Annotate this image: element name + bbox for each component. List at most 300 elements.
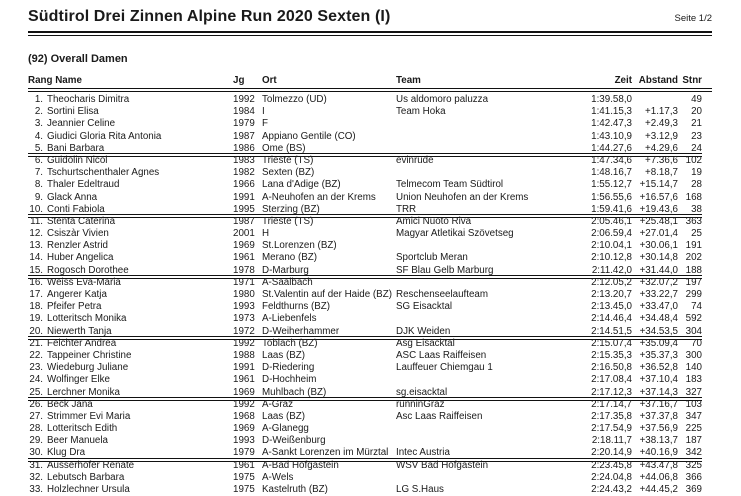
- name-cell: Ausserhofer Renate: [47, 459, 135, 471]
- ort-cell: D-Hochheim: [262, 374, 317, 386]
- name-cell: Csiszàr Vivien: [47, 228, 109, 240]
- table-row: [28, 94, 702, 106]
- team-cell: ASC Laas Raiffeisen: [396, 349, 487, 361]
- abstand-cell: +8.18,7: [645, 167, 678, 179]
- rank-cell: 10.: [29, 203, 43, 215]
- team-cell: [394, 374, 576, 386]
- stnr-cell: 38: [691, 203, 702, 215]
- abstand-cell: +37.37,8: [639, 410, 678, 422]
- rank-cell: 2.: [34, 106, 43, 118]
- ort-cell: Sterzing (BZ): [262, 203, 320, 215]
- team-cell: [394, 472, 576, 484]
- stnr-cell: 168: [685, 191, 702, 203]
- team-cell: runninGraz: [396, 398, 445, 410]
- jg-cell: 1961: [233, 252, 255, 264]
- jg-cell: 1961: [233, 374, 255, 386]
- rank-cell: 5.: [34, 142, 43, 154]
- stnr-cell: 183: [685, 374, 702, 386]
- name-cell: Beck Jana: [47, 398, 93, 410]
- name-cell: Niewerth Tanja: [47, 325, 112, 337]
- zeit-cell: 1:47.34,6: [591, 154, 632, 166]
- rank-cell: 8.: [34, 179, 43, 191]
- rank-cell: 32.: [29, 471, 43, 483]
- jg-cell: 1993: [233, 435, 255, 447]
- table-row: [28, 326, 702, 338]
- stnr-cell: 49: [691, 94, 702, 105]
- abstand-cell: +34.48,4: [639, 313, 678, 325]
- jg-cell: 1995: [233, 203, 255, 215]
- abstand-cell: +30.06,1: [639, 240, 678, 252]
- header-jg: Jg: [233, 75, 245, 86]
- name-cell: Rogosch Dorothee: [47, 264, 129, 276]
- abstand-cell: +19.43,6: [639, 203, 678, 215]
- abstand-cell: +37.10,4: [639, 374, 678, 386]
- jg-cell: 1961: [233, 459, 255, 471]
- team-cell: Asc Laas Raiffeisen: [396, 410, 483, 422]
- stnr-cell: 102: [685, 154, 702, 166]
- zeit-cell: 2:17.54,9: [591, 423, 632, 435]
- jg-cell: 1983: [233, 154, 255, 166]
- rank-cell: 13.: [29, 240, 43, 252]
- page-title: Südtirol Drei Zinnen Alpine Run 2020 Sexten (I): [28, 8, 391, 25]
- table-row: [28, 143, 702, 155]
- table-row: [28, 289, 702, 301]
- jg-cell: 1968: [233, 410, 255, 422]
- zeit-cell: 2:10.04,1: [591, 240, 632, 252]
- abstand-cell: +37.14,3: [639, 386, 678, 398]
- jg-cell: 1987: [233, 130, 255, 142]
- team-cell: sg.eisacktal: [396, 386, 448, 398]
- ort-cell: St.Valentin auf der Haide (BZ): [262, 289, 392, 300]
- stnr-cell: 24: [691, 142, 702, 154]
- rank-cell: 20.: [29, 325, 43, 337]
- abstand-cell: +3.12,9: [645, 130, 678, 142]
- jg-cell: 1993: [233, 301, 255, 313]
- stnr-cell: 347: [685, 410, 702, 422]
- jg-cell: 1969: [233, 423, 255, 435]
- rank-cell: 24.: [29, 374, 43, 386]
- team-cell: Telmecom Team Südtirol: [396, 179, 504, 191]
- abstand-cell: [632, 94, 678, 106]
- jg-cell: 1980: [233, 289, 255, 300]
- jg-cell: 1966: [233, 179, 255, 191]
- team-cell: Asg Eisacktal: [396, 337, 455, 349]
- name-cell: Strimmer Evi Maria: [47, 410, 131, 422]
- abstand-cell: +2.49,3: [645, 118, 678, 130]
- table-row: [28, 399, 702, 411]
- name-cell: Pfeifer Petra: [47, 301, 102, 313]
- ort-cell: Tolmezzo (UD): [262, 94, 327, 105]
- rank-cell: 27.: [29, 410, 43, 422]
- ort-cell: Lana d'Adige (BZ): [262, 179, 341, 191]
- rank-cell: 18.: [29, 301, 43, 313]
- name-cell: Beer Manuela: [47, 435, 108, 447]
- table-row: [28, 338, 702, 350]
- page-indicator: Seite 1/2: [674, 13, 712, 24]
- zeit-cell: 1:43.10,9: [591, 130, 632, 142]
- zeit-cell: 2:14.51,5: [591, 325, 632, 337]
- team-cell: [394, 423, 576, 435]
- ort-cell: A-Liebenfels: [262, 313, 317, 325]
- stnr-cell: 103: [685, 398, 702, 410]
- abstand-cell: +7.36,6: [645, 154, 678, 166]
- team-cell: TRR: [396, 203, 417, 215]
- zeit-cell: 2:20.14,9: [591, 447, 632, 459]
- result-group: [28, 399, 702, 460]
- abstand-cell: +15.14,7: [639, 179, 678, 191]
- header-divider: [28, 88, 712, 92]
- stnr-cell: 366: [685, 471, 702, 483]
- ort-cell: Trieste (TS): [262, 215, 314, 227]
- team-cell: Union Neuhofen an der Krems: [396, 191, 529, 203]
- stnr-cell: 25: [691, 228, 702, 240]
- abstand-cell: +32.07,2: [639, 276, 678, 288]
- abstand-cell: +44.06,8: [639, 471, 678, 483]
- name-cell: Conti Fabiola: [47, 203, 105, 215]
- team-cell: [394, 118, 576, 130]
- name-cell: Lotteritsch Edith: [47, 423, 118, 435]
- ort-cell: H: [262, 228, 270, 240]
- abstand-cell: +35.09,4: [639, 337, 678, 349]
- zeit-cell: 2:23.45,8: [591, 459, 632, 471]
- jg-cell: 1992: [233, 398, 255, 410]
- team-cell: Sportclub Meran: [396, 252, 468, 264]
- name-cell: Holzlechner Ursula: [47, 484, 130, 495]
- jg-cell: 1992: [233, 337, 255, 349]
- stnr-cell: 299: [685, 289, 702, 300]
- jg-cell: 1986: [233, 142, 255, 154]
- jg-cell: 1992: [233, 94, 255, 105]
- jg-cell: 1975: [233, 471, 255, 483]
- name-cell: Bani Barbara: [47, 142, 105, 154]
- rank-cell: 17.: [29, 289, 43, 300]
- rank-cell: 25.: [29, 386, 43, 398]
- stnr-cell: 300: [685, 349, 702, 361]
- ort-cell: St.Lorenzen (BZ): [262, 240, 337, 252]
- abstand-cell: +37.56,9: [639, 423, 678, 435]
- table-row: [28, 447, 702, 459]
- page-header: [28, 8, 712, 26]
- name-cell: Klug Dra: [47, 447, 86, 459]
- ort-cell: Sexten (BZ): [262, 167, 315, 179]
- abstand-cell: +33.22,7: [639, 289, 678, 300]
- jg-cell: 1987: [233, 215, 255, 227]
- rank-cell: 22.: [29, 349, 43, 361]
- zeit-cell: 1:41.15,3: [591, 106, 632, 118]
- zeit-cell: 1:39.58,0: [591, 94, 632, 105]
- zeit-cell: 2:10.12,8: [591, 252, 632, 264]
- result-group: [28, 277, 702, 338]
- team-cell: Intec Austria: [396, 447, 450, 459]
- table-row: [28, 216, 702, 228]
- stnr-cell: 187: [685, 435, 702, 447]
- team-cell: Amici Nuoto Riva: [396, 215, 472, 227]
- result-group: [28, 94, 702, 155]
- abstand-cell: +25.48,1: [639, 215, 678, 227]
- header-abstand: Abstand: [638, 75, 678, 86]
- name-cell: Huber Angelica: [47, 252, 114, 264]
- zeit-cell: 2:14.46,4: [591, 313, 632, 325]
- rank-cell: 14.: [29, 252, 43, 264]
- table-row: [28, 131, 702, 143]
- stnr-cell: 23: [691, 130, 702, 142]
- jg-cell: 1969: [233, 386, 255, 398]
- ort-cell: F: [262, 118, 268, 130]
- zeit-cell: 2:13.45,0: [591, 301, 632, 313]
- ort-cell: Toblach (BZ): [262, 337, 318, 349]
- abstand-cell: +30.14,8: [639, 252, 678, 264]
- zeit-cell: 1:42.47,3: [591, 118, 632, 130]
- ort-cell: D-Marburg: [262, 264, 309, 276]
- table-row: [28, 362, 702, 374]
- name-cell: Giudici Gloria Rita Antonia: [47, 130, 162, 142]
- abstand-cell: +36.52,8: [639, 362, 678, 374]
- stnr-cell: 188: [685, 264, 702, 276]
- ort-cell: Merano (BZ): [262, 252, 317, 264]
- stnr-cell: 20: [691, 106, 702, 118]
- team-cell: SF Blau Gelb Marburg: [396, 264, 494, 276]
- rank-cell: 12.: [29, 228, 43, 240]
- stnr-cell: 327: [685, 386, 702, 398]
- name-cell: Tappeiner Christine: [47, 349, 132, 361]
- team-cell: Team Hoka: [396, 106, 446, 118]
- abstand-cell: +37.16,7: [639, 398, 678, 410]
- jg-cell: 1979: [233, 118, 255, 130]
- name-cell: Glack Anna: [47, 191, 98, 203]
- ort-cell: Laas (BZ): [262, 410, 306, 422]
- name-cell: Thaler Edeltraud: [47, 179, 120, 191]
- abstand-cell: +31.44,0: [639, 264, 678, 276]
- jg-cell: 1971: [233, 276, 255, 288]
- jg-cell: 1982: [233, 167, 255, 179]
- ort-cell: Muhlbach (BZ): [262, 386, 327, 398]
- rank-cell: 16.: [29, 276, 43, 288]
- zeit-cell: 2:17.35,8: [591, 410, 632, 422]
- stnr-cell: 28: [691, 179, 702, 191]
- stnr-cell: 369: [685, 484, 702, 495]
- table-row: [28, 118, 702, 130]
- stnr-cell: 140: [685, 362, 702, 374]
- section-title: (92) Overall Damen: [28, 53, 128, 65]
- name-cell: Weiss Eva-Maria: [47, 276, 121, 288]
- abstand-cell: +44.45,2: [639, 484, 678, 495]
- jg-cell: 1972: [233, 325, 255, 337]
- table-row: [28, 387, 702, 399]
- team-cell: [394, 435, 576, 447]
- zeit-cell: 2:11.42,0: [591, 264, 632, 276]
- abstand-cell: +1.17,3: [645, 106, 678, 118]
- zeit-cell: 2:24.43,2: [591, 484, 632, 495]
- table-row: [28, 301, 702, 313]
- header-rang-name: Rang Name: [28, 75, 82, 86]
- zeit-cell: 2:12.05,2: [591, 276, 632, 288]
- stnr-cell: 225: [685, 423, 702, 435]
- abstand-cell: +38.13,7: [639, 435, 678, 447]
- table-row: [28, 106, 702, 118]
- zeit-cell: 2:24.04,8: [591, 471, 632, 483]
- zeit-cell: 2:05.46,1: [591, 215, 632, 227]
- ort-cell: A-Glanegg: [262, 423, 309, 435]
- zeit-cell: 2:15.35,3: [591, 349, 632, 361]
- jg-cell: 1978: [233, 264, 255, 276]
- abstand-cell: +16.57,6: [639, 191, 678, 203]
- header-ort: Ort: [262, 75, 277, 86]
- abstand-cell: +35.37,3: [639, 349, 678, 361]
- stnr-cell: 592: [685, 313, 702, 325]
- zeit-cell: 2:06.59,4: [591, 228, 632, 240]
- jg-cell: 1979: [233, 447, 255, 459]
- ort-cell: A-Neuhofen an der Krems: [262, 191, 376, 203]
- team-cell: SG Eisacktal: [396, 301, 453, 313]
- table-row: [28, 460, 702, 472]
- zeit-cell: 2:18.11,7: [591, 435, 632, 447]
- ort-cell: Feldthurns (BZ): [262, 301, 331, 313]
- zeit-cell: 1:59.41,6: [591, 203, 632, 215]
- jg-cell: 2001: [233, 228, 255, 240]
- stnr-cell: 21: [691, 118, 702, 130]
- table-row: [28, 228, 702, 240]
- results-table: [28, 94, 702, 496]
- table-header: [28, 75, 702, 87]
- team-cell: evinrude: [396, 154, 434, 166]
- rank-cell: 1.: [34, 94, 43, 105]
- ort-cell: Trieste (TS): [262, 154, 314, 166]
- rank-cell: 26.: [29, 398, 43, 410]
- table-row: [28, 472, 702, 484]
- table-row: [28, 192, 702, 204]
- name-cell: Sortini Elisa: [47, 106, 99, 118]
- abstand-cell: +4.29,6: [645, 142, 678, 154]
- ort-cell: A-Sankt Lorenzen im Mürztal: [262, 447, 389, 459]
- abstand-cell: +40.16,9: [639, 447, 678, 459]
- team-cell: DJK Weiden: [396, 325, 451, 337]
- rank-cell: 7.: [34, 167, 43, 179]
- name-cell: Tschurtschenthaler Agnes: [47, 167, 160, 179]
- zeit-cell: 1:55.12,7: [591, 179, 632, 191]
- rank-cell: 6.: [34, 154, 43, 166]
- name-cell: Lebutsch Barbara: [47, 471, 125, 483]
- name-cell: Wiedeburg Juliane: [47, 362, 129, 374]
- jg-cell: 1991: [233, 362, 255, 374]
- zeit-cell: 1:56.55,6: [591, 191, 632, 203]
- team-cell: [394, 131, 576, 143]
- name-cell: Wolfinger Elke: [47, 374, 110, 386]
- stnr-cell: 191: [685, 240, 702, 252]
- ort-cell: D-Riedering: [262, 362, 315, 374]
- table-row: [28, 411, 702, 423]
- ort-cell: Ome (BS): [262, 142, 306, 154]
- table-row: [28, 167, 702, 179]
- team-cell: LG S.Haus: [396, 484, 444, 495]
- stnr-cell: 74: [691, 301, 702, 313]
- ort-cell: A-Graz: [262, 398, 294, 410]
- table-row: [28, 277, 702, 289]
- table-row: [28, 204, 702, 216]
- stnr-cell: 19: [691, 167, 702, 179]
- abstand-cell: +33.47,0: [639, 301, 678, 313]
- ort-cell: A-Bad Hofgastein: [262, 459, 339, 471]
- ort-cell: A-Saalbach: [262, 276, 313, 288]
- stnr-cell: 202: [685, 252, 702, 264]
- zeit-cell: 2:17.08,4: [591, 374, 632, 386]
- name-cell: Lerchner Monika: [47, 386, 120, 398]
- jg-cell: 1973: [233, 313, 255, 325]
- name-cell: Renzler Astrid: [47, 240, 108, 252]
- rank-cell: 3.: [34, 118, 43, 130]
- team-cell: WSV Bad Hofgastein: [396, 459, 489, 471]
- stnr-cell: 70: [691, 337, 702, 349]
- ort-cell: D-Weiherhammer: [262, 325, 340, 337]
- table-row: [28, 350, 702, 362]
- jg-cell: 1988: [233, 349, 255, 361]
- rank-cell: 30.: [29, 447, 43, 459]
- ort-cell: D-Weißenburg: [262, 435, 326, 447]
- team-cell: [394, 313, 576, 325]
- ort-cell: A-Wels: [262, 471, 294, 483]
- rank-cell: 23.: [29, 362, 43, 374]
- team-cell: [394, 277, 576, 289]
- stnr-cell: 197: [685, 276, 702, 288]
- rank-cell: 21.: [29, 337, 43, 349]
- rank-cell: 31.: [29, 459, 43, 471]
- zeit-cell: 2:16.50,8: [591, 362, 632, 374]
- team-cell: Us aldomoro paluzza: [396, 94, 489, 105]
- rank-cell: 4.: [34, 130, 43, 142]
- ort-cell: Laas (BZ): [262, 349, 306, 361]
- zeit-cell: 1:44.27,6: [591, 142, 632, 154]
- table-row: [28, 374, 702, 386]
- zeit-cell: 2:15.07,4: [591, 337, 632, 349]
- team-cell: [394, 240, 576, 252]
- zeit-cell: 2:17.12,3: [591, 386, 632, 398]
- ort-cell: Kastelruth (BZ): [262, 484, 328, 495]
- table-row: [28, 155, 702, 167]
- stnr-cell: 304: [685, 325, 702, 337]
- rank-cell: 11.: [30, 215, 43, 227]
- jg-cell: 1975: [233, 484, 255, 495]
- rank-cell: 9.: [34, 191, 43, 203]
- table-row: [28, 252, 702, 264]
- rank-cell: 33.: [29, 484, 43, 495]
- team-cell: [394, 143, 576, 155]
- zeit-cell: 2:17.14,7: [591, 398, 632, 410]
- ort-cell: I: [262, 106, 265, 118]
- name-cell: Angerer Katja: [47, 289, 107, 300]
- table-row: [28, 435, 702, 447]
- title-divider: [28, 31, 712, 36]
- team-cell: Lauffeuer Chiemgau 1: [396, 362, 493, 374]
- ort-cell: Appiano Gentile (CO): [262, 130, 356, 142]
- table-row: [28, 240, 702, 252]
- name-cell: Lotteritsch Monika: [47, 313, 127, 325]
- name-cell: Jeannier Celine: [47, 118, 116, 130]
- header-team: Team: [396, 75, 421, 86]
- name-cell: Theocharis Dimitra: [47, 94, 130, 105]
- result-group: [28, 460, 702, 496]
- result-group: [28, 216, 702, 277]
- header-stnr: Stnr: [682, 75, 702, 86]
- rank-cell: 19.: [29, 313, 43, 325]
- name-cell: Guidolin Nicol: [47, 154, 108, 166]
- abstand-cell: +43.47,8: [639, 459, 678, 471]
- name-cell: Stenta Caterina: [47, 215, 116, 227]
- zeit-cell: 2:13.20,7: [591, 289, 632, 300]
- team-cell: Reschenseelaufteam: [396, 289, 489, 300]
- table-row: [28, 265, 702, 277]
- jg-cell: 1991: [233, 191, 255, 203]
- name-cell: Felchter Andrea: [47, 337, 117, 349]
- team-cell: [394, 167, 576, 179]
